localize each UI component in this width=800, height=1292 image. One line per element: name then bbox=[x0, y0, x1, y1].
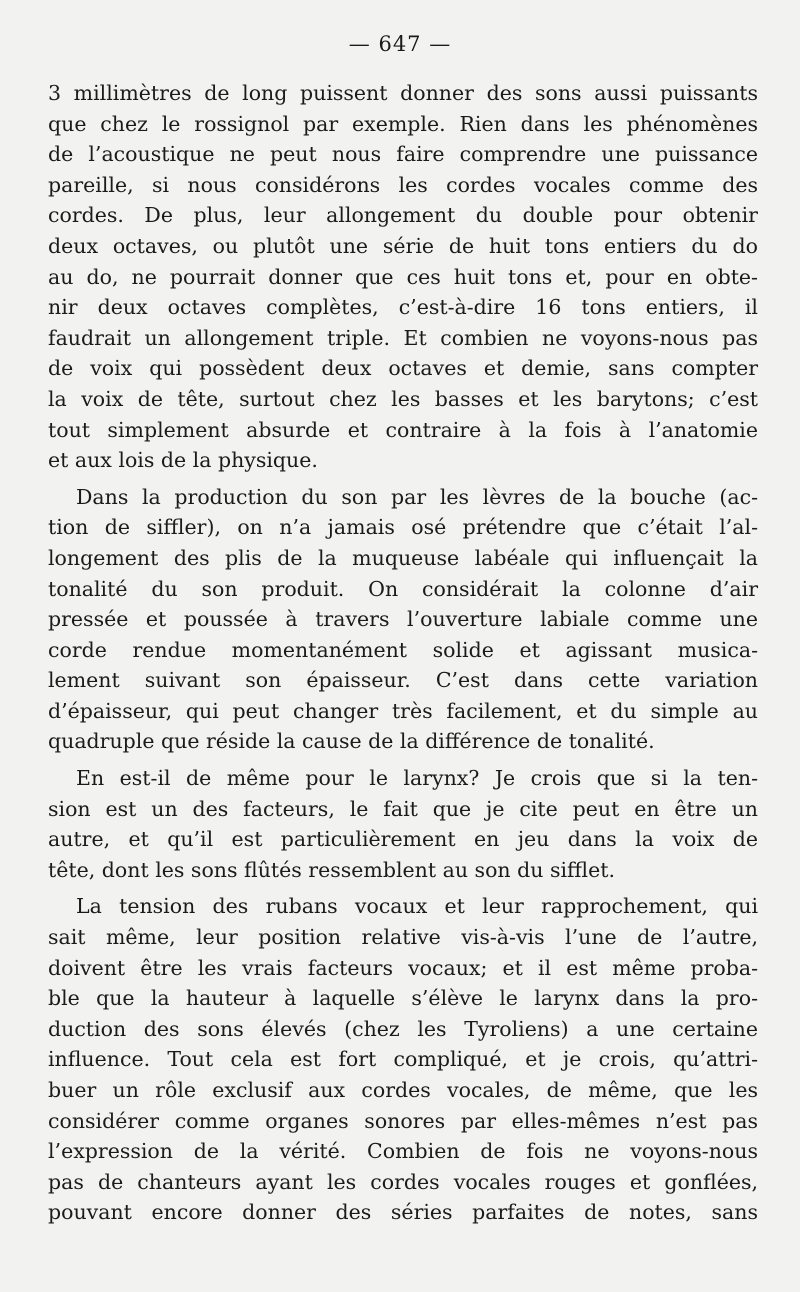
text-line: tête, dont les sons flûtés ressemblent au son du sifflet. bbox=[48, 857, 616, 882]
text-line: influence. Tout cela est fort compliqué, et je crois, qu’attri- bbox=[48, 1047, 758, 1072]
text-line: sait même, leur position relative vis-à-vis l’une de l’autre, bbox=[48, 925, 758, 950]
text-line: duction des sons élevés (chez les Tyroliens) a une certaine bbox=[48, 1016, 758, 1041]
text-line: d’épaisseur, qui peut changer très facilement, et du simple au bbox=[48, 698, 758, 723]
text-line: pouvant encore donner des séries parfaites de notes, sans bbox=[48, 1200, 758, 1225]
text-line: considérer comme organes sonores par elles-mêmes n’est pas bbox=[48, 1108, 758, 1133]
text-line: doivent être les vrais facteurs vocaux; et il est même proba- bbox=[48, 955, 758, 980]
text-line: nir deux octaves complètes, c’est-à-dire 16 tons entiers, il bbox=[48, 295, 758, 320]
text-line: deux octaves, ou plutôt une série de huit tons entiers du do bbox=[48, 233, 758, 258]
text-line: sion est un des facteurs, le fait que je cite peut en être un bbox=[48, 796, 758, 821]
text-line: En est-il de même pour le larynx? Je crois que si la ten- bbox=[76, 766, 758, 791]
text-line: l’expression de la vérité. Combien de fois ne voyons-nous bbox=[48, 1139, 758, 1164]
text-line: que chez le rossignol par exemple. Rien dans les phénomènes bbox=[48, 111, 758, 136]
text-line: pressée et poussée à travers l’ouverture labiale comme une bbox=[48, 607, 758, 632]
text-line: pareille, si nous considérons les cordes vocales comme des bbox=[48, 172, 758, 197]
text-line: tion de siffler), on n’a jamais osé prétendre que c’était l’al- bbox=[48, 515, 758, 540]
text-line: tonalité du son produit. On considérait la colonne d’air bbox=[48, 576, 758, 601]
text-line: au do, ne pourrait donner que ces huit tons et, pour en obte- bbox=[48, 264, 758, 289]
text-line: de voix qui possèdent deux octaves et demie, sans compter bbox=[48, 356, 758, 381]
text-line: 3 millimètres de long puissent donner des sons aussi puissants bbox=[48, 81, 758, 105]
text-line: pas de chanteurs ayant les cordes vocales rouges et gonflées, bbox=[48, 1169, 758, 1194]
text-line: ble que la hauteur à laquelle s’élève le larynx dans la pro- bbox=[48, 986, 758, 1011]
text-line: Dans la production du son par les lèvres de la bouche (ac- bbox=[76, 484, 758, 509]
paragraph bbox=[48, 482, 758, 757]
body-text bbox=[48, 78, 758, 1228]
text-line: tout simplement absurde et contraire à la fois à l’anatomie bbox=[48, 417, 758, 442]
text-line: faudrait un allongement triple. Et combien ne voyons-nous pas bbox=[48, 325, 758, 350]
text-line: lement suivant son épaisseur. C’est dans cette variation bbox=[48, 668, 758, 693]
text-line: buer un rôle exclusif aux cordes vocales, de même, que les bbox=[48, 1078, 758, 1102]
paragraph bbox=[48, 891, 758, 1228]
text-line: et aux lois de la physique. bbox=[48, 448, 318, 473]
text-line: autre, et qu’il est particulièrement en jeu dans la voix de bbox=[48, 827, 758, 852]
paragraph bbox=[48, 78, 758, 476]
text-line: longement des plis de la muqueuse labéale qui influençait la bbox=[48, 545, 758, 570]
text-line: La tension des rubans vocaux et leur rapprochement, qui bbox=[76, 894, 758, 919]
text-line: corde rendue momentanément solide et agissant musica- bbox=[48, 637, 758, 662]
paragraph bbox=[48, 763, 758, 885]
text-line: cordes. De plus, leur allongement du double pour obtenir bbox=[48, 203, 758, 228]
page-number: — 647 — bbox=[348, 32, 452, 56]
text-line: de l’acoustique ne peut nous faire comprendre une puissance bbox=[48, 142, 758, 167]
text-line: la voix de tête, surtout chez les basses et les barytons; c’est bbox=[48, 386, 758, 411]
text-line: quadruple que réside la cause de la différence de tonalité. bbox=[48, 729, 655, 754]
